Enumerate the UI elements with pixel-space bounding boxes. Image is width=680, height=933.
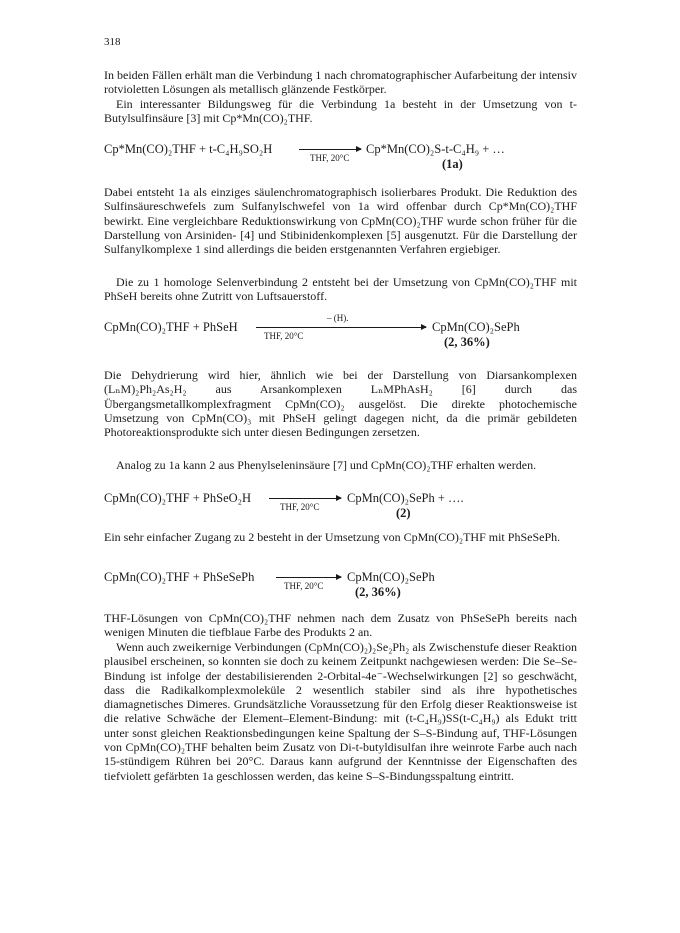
equation-2-label: (2, 36%) xyxy=(444,335,490,349)
equation-2-above-arrow: – (H). xyxy=(327,313,349,323)
equation-1-conditions: THF, 20°C xyxy=(310,153,350,163)
equation-2-products: CpMn(CO)₂SePh xyxy=(432,320,520,334)
reaction-arrow-icon xyxy=(269,498,341,499)
equation-4-label: (2, 36%) xyxy=(355,585,401,599)
equation-4-conditions: THF, 20°C xyxy=(284,581,324,591)
paragraph-8: THF-Lösungen von CpMn(CO)₂THF nehmen nach dem Zusatz von PhSeSePh bereits nach wenigen Minuten die tiefblaue Farbe des Produkts 2 an. xyxy=(104,611,577,640)
paragraph-7: Ein sehr einfacher Zugang zu 2 besteht in der Umsetzung von CpMn(CO)₂THF mit PhSeSePh. xyxy=(104,530,561,544)
paragraph-9: Wenn auch zweikernige Verbindungen (CpMn(CO)₂)₂Se₂Ph₂ als Zwischenstufe dieser Reaktion plausibel erscheinen, so konnten sie doch zu keinem Zeitpunkt nachgewiesen werden: Die Se–Se-Bindung ist infolge der destabilisierenden 2-Orbital-4e⁻-Wechselwirkungen [2] so geschwächt, dass die Radikalkomplexmoleküle 2 wesentlich stabiler sind als ihre hypothetisches diamagnetisches Dimeres. Grundsätzliche Voraussetzung für den Erfolg dieser Reaktionsweise ist die relative Schwäche der Element–Element-Bindung: mit (t-C₄H₉)SS(t-C₄H₉) als Edukt tritt unter sonst gleichen Reaktionsbedingungen keine Spaltung der S–S-Bindung auf, THF-Lösungen von CpMn(CO)₂THF behalten beim Zusatz von Di-t-butyldisulfan ihre weinrote Farbe auch nach 15-stündigem Rühren bei 20°C. Daraus kann aufgrund der Kenntnisse der Eigenschaften des tiefviolett gefärbten 1a geschlossen werden, das keine S–S-Bindungsspaltung eintritt. xyxy=(104,640,577,783)
equation-4-reactants: CpMn(CO)₂THF + PhSeSePh xyxy=(104,570,255,584)
paragraph-4: Die zu 1 homologe Selenverbindung 2 entsteht bei der Umsetzung von CpMn(CO)₂THF mit PhSeH bereits ohne Zutritt von Luftsauerstoff. xyxy=(104,275,577,304)
paragraph-5: Die Dehydrierung wird hier, ähnlich wie bei der Darstellung von Diarsankomplexen (LₙM)₂Ph₂As₂H₂ aus Arsankomplexen LₙMPhAsH₂ [6] durch das Übergangsmetallkomplexfragment CpMn(CO)₂ ausgelöst. Die direkte photochemische Umsetzung von CpMn(CO)₃ mit PhSeH gelingt dagegen nicht, da die primär gebildeten Photoreaktionsprodukte sich unter diesen Bedingungen zersetzen. xyxy=(104,368,577,440)
reaction-arrow-icon xyxy=(276,577,341,578)
equation-4-products: CpMn(CO)₂SePh xyxy=(347,570,435,584)
equation-2-conditions: THF, 20°C xyxy=(264,331,304,341)
equation-3 xyxy=(104,487,584,527)
equation-4 xyxy=(104,566,584,606)
equation-2 xyxy=(104,313,584,356)
paragraph-6: Analog zu 1a kann 2 aus Phenylseleninsäure [7] und CpMn(CO)₂THF erhalten werden. xyxy=(116,458,537,472)
equation-1-products: Cp*Mn(CO)₂S-t-C₄H₉ + … xyxy=(366,142,505,156)
page-number: 318 xyxy=(104,36,121,48)
equation-1-label: (1a) xyxy=(442,157,463,171)
reaction-arrow-icon xyxy=(256,327,426,328)
equation-3-products: CpMn(CO)₂SePh + …. xyxy=(347,491,464,505)
paragraph-1: In beiden Fällen erhält man die Verbindung 1 nach chromatographischer Aufarbeitung der intensiv rotvioletten Lösungen als metallisch glänzende Festkörper. xyxy=(104,68,577,97)
equation-1-reactants: Cp*Mn(CO)₂THF + t-C₄H₉SO₂H xyxy=(104,142,273,156)
equation-2-reactants: CpMn(CO)₂THF + PhSeH xyxy=(104,320,238,334)
paragraph-3: Dabei entsteht 1a als einziges säulenchromatographisch isolierbares Produkt. Die Reduktion des Sulfinsäureschwefels zum Sulfanylschwefel von 1a wird offenbar durch Cp*Mn(CO)₂THF bewirkt. Eine vergleichbare Reduktionswirkung von CpMn(CO)₂THF wurde schon früher für die Darstellung von Arsiniden- [4] und Stibinidenkomplexen [5] ausgenutzt. Für die Darstellung der Sulfanylkomplexe 1 sind allerdings die beiden erstgenannten Verfahren ergiebiger. xyxy=(104,185,577,257)
equation-3-reactants: CpMn(CO)₂THF + PhSeO₂H xyxy=(104,491,252,505)
equation-3-conditions: THF, 20°C xyxy=(280,502,320,512)
equation-3-label: (2) xyxy=(396,506,411,520)
equation-1 xyxy=(104,138,584,178)
reaction-arrow-icon xyxy=(299,149,361,150)
paragraph-2: Ein interessanter Bildungsweg für die Verbindung 1a besteht in der Umsetzung von t-Butylsulfinsäure [3] mit Cp*Mn(CO)₂THF. xyxy=(104,97,577,126)
